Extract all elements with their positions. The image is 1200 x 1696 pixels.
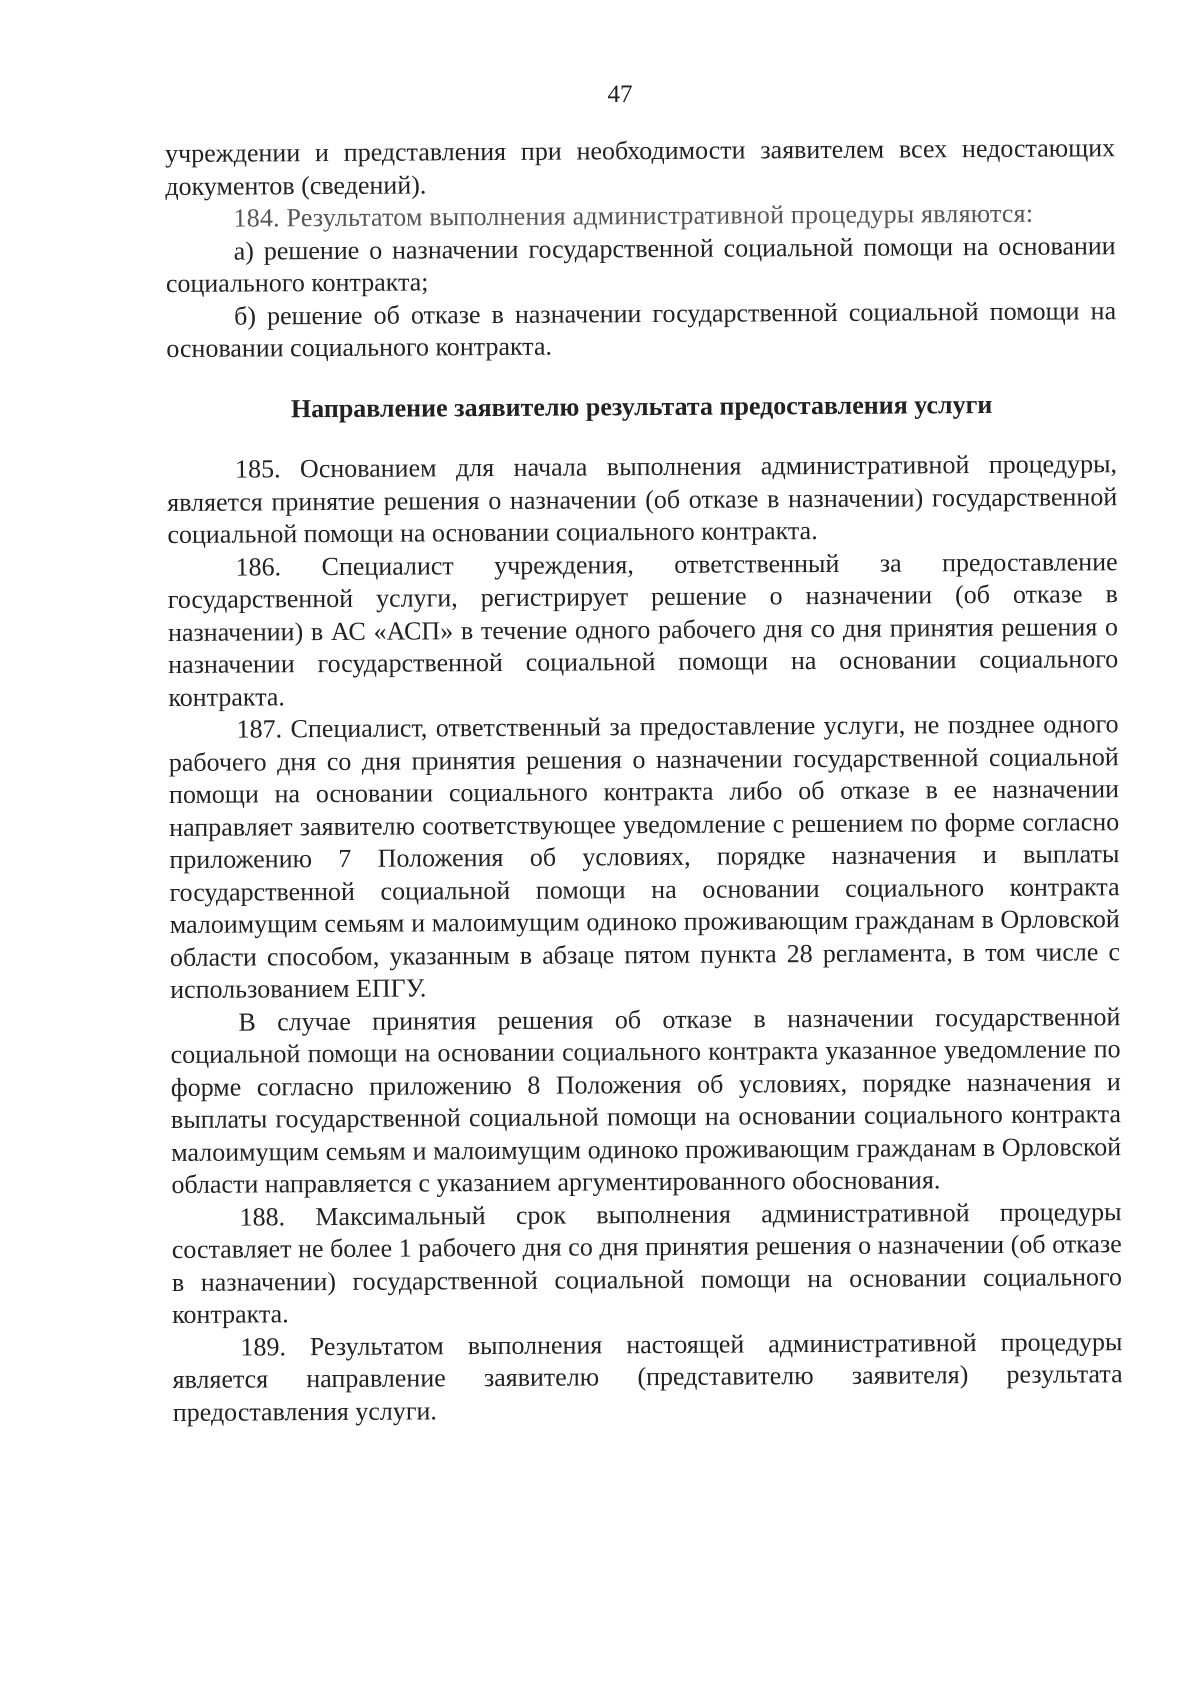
paragraph-184-b: б) решение об отказе в назначении государственной социальной помощи на основании социального контракта. — [166, 295, 1117, 363]
paragraph-continuation: учреждении и представления при необходимости заявителем всех недостающих документов (сведений). — [165, 133, 1116, 201]
page-number: 47 — [607, 81, 633, 108]
paragraph-187-refusal: В случае принятия решения об отказе в назначении государственной социальной помощи на основании социального контракта указанное уведомление по форме согласно приложению 8 Положения об условиях, порядке назначения и выплаты государственной социальной помощи на основании социального контракта малоимущим семьям и малоимущим одиноко проживающим гражданам в Орловской области направляется с указанием аргументированного обоснования. — [170, 1001, 1122, 1199]
paragraph-187: 187. Специалист, ответственный за предоставление услуги, не позднее одного рабочего дня со дня принятия решения о назначении государственной социальной помощи на основании социального контракта либо об отказе в ее назначении направляет заявителю соответствующее уведомление с решением по форме согласно приложению 7 Положения об условиях, порядке назначения и выплаты государственной социальной помощи на основании социального контракта малоимущим семьям и малоимущим одиноко проживающим гражданам в Орловской области способом, указанным в абзаце пятом пункта 28 регламента, в том числе с использованием ЕПГУ. — [168, 709, 1121, 1004]
paragraph-188: 188. Максимальный срок выполнения административной процедуры составляет не более 1 рабочего дня со дня принятия решения о назначении (об отказе в назначении) государственной социальной помощи на основании социального контракта. — [171, 1196, 1123, 1329]
paragraph-189: 189. Результатом выполнения настоящей административной процедуры является направление заявителю (представителю заявителя) результата предоставления услуги. — [172, 1326, 1123, 1427]
paragraph-184-a: а) решение о назначении государственной социальной помощи на основании социального контракта; — [165, 230, 1116, 298]
paragraph-185: 185. Основанием для начала выполнения административной процедуры, является принятие решения о назначении (об отказе в назначении) государственной социальной помощи на основании социального контракта. — [167, 449, 1118, 549]
document-body — [165, 132, 1123, 1429]
section-heading: Направление заявителю результата предоставления услуги — [290, 389, 993, 423]
paragraph-186: 186. Специалист учреждения, ответственный за предоставление государственной услуги, регистрирует решение о назначении (об отказе в назначении) в АС «АСП» в течение одного рабочего дня со дня принятия решения о назначении государственной социальной помощи на основании социального контракта. — [167, 546, 1119, 712]
paragraph-184: 184. Результатом выполнения административной процедуры являются: — [233, 198, 1034, 233]
